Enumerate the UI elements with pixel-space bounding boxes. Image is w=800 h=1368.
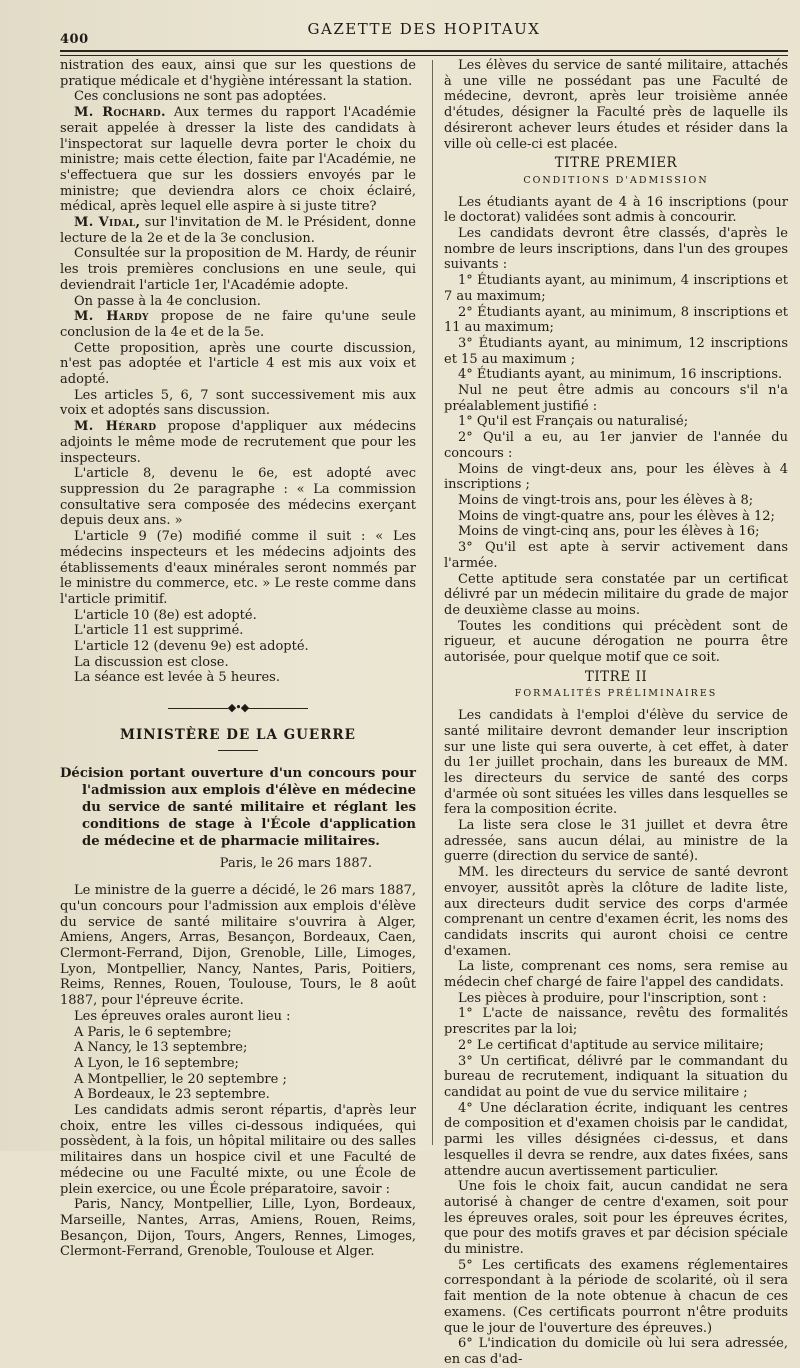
list-item: A Nancy, le 13 septembre; xyxy=(74,1040,248,1056)
list-item: 2° Qu'il a eu, au 1er janvier de l'année du concours : xyxy=(444,430,788,461)
paragraph: Les candidats admis seront répartis, d'après leur choix, entre les villes ci-dessous indiquées, qui possèdent, à la fois, un hôpital militaire ou des salles militaires dans un hospice civil et une Faculté de médecine ou une Faculté mixte, ou une École de plein exercice, ou une École préparatoire, savoir : xyxy=(60,1103,416,1197)
dateline: Paris, le 26 mars 1887. xyxy=(219,855,372,871)
paragraph: Les étudiants ayant de 4 à 16 inscriptions (pour le doctorat) validées sont admis à concourir. xyxy=(444,194,788,226)
list-item: 4° Une déclaration écrite, indiquant les centres de composition et d'examen choisis par le candidat, parmi les villes désignées ci-dessus, et dans lesquelles il devra se rendre, aux dates fixées, sans attendre aucun avertissement particulier. xyxy=(444,1100,788,1179)
header-rule-thin xyxy=(60,55,788,56)
paragraph: nistration des eaux, ainsi que sur les questions de pratique médicale et d'hygiène intéressant la station. xyxy=(60,58,416,89)
paragraph: On passe à la 4e conclusion. xyxy=(74,293,261,309)
list-item: 5° Les certificats des examens réglementaires correspondant à la période de scolarité, où il sera fait mention de la note obtenue à chacun de ces examens. (Ces certificats pourront n'être produits que le jour de l'ouverture des épreuves.) xyxy=(444,1257,788,1336)
list-item: 6° L'indication du domicile où lui sera adressée, en cas d'ad- xyxy=(444,1336,788,1367)
paragraph: Ces conclusions ne sont pas adoptées. xyxy=(74,89,327,105)
paragraph: Cette aptitude sera constatée par un certificat délivré par un médecin militaire du grade de major de deuxième classe au moins. xyxy=(444,571,788,618)
list-item: Moins de vingt-quatre ans, pour les élèves à 12; xyxy=(458,508,775,524)
paragraph: Les articles 5, 6, 7 sont successivement mis aux voix et adoptés sans discussion. xyxy=(60,387,416,419)
list-item: Moins de vingt-deux ans, pour les élèves à 4 inscriptions ; xyxy=(444,461,788,493)
list-item: 2° Étudiants ayant, au minimum, 8 inscriptions et 11 au maximum; xyxy=(444,304,788,336)
paragraph: Paris, Nancy, Montpellier, Lille, Lyon, Bordeaux, Marseille, Nantes, Arras, Amiens, Rouen, Reims, Besançon, Dijon, Tours, Angers, Rennes, Limoges, Clermont-Ferrand, Grenoble, Toulouse et Alger. xyxy=(60,1197,416,1260)
list-item: 3° Qu'il est apte à servir activement dans l'armée. xyxy=(444,540,788,571)
paragraph: Consultée sur la proposition de M. Hardy, de réunir les trois premières conclusions en une seule, qui deviendrait l'article 1er, l'Académie adopte. xyxy=(60,246,416,293)
left-column xyxy=(60,58,416,1260)
list-item: 3° Étudiants ayant, au minimum, 12 inscriptions et 15 au maximum ; xyxy=(444,335,788,367)
list-item: Moins de vingt-trois ans, pour les élèves à 8; xyxy=(458,492,754,508)
paragraph: Cette proposition, après une courte discussion, n'est pas adoptée et l'article 4 est mis aux voix et adopté. xyxy=(60,340,416,388)
list-item: A Montpellier, le 20 septembre ; xyxy=(74,1071,287,1087)
title-heading: TITRE II xyxy=(584,668,648,685)
speaker-name: M. Hardy xyxy=(74,309,149,325)
paragraph: La liste, comprenant ces noms, sera remise au médecin chef chargé de faire l'appel des candidats. xyxy=(444,959,788,991)
separator-ornament: ◆•◆ xyxy=(60,700,416,716)
paragraph: Les candidats à l'emploi d'élève du service de santé militaire devront demander leur inscription sur une liste qui sera ouverte, à cet effet, à dater du 1er juillet prochain, dans les bureaux de MM. les directeurs du service de santé des corps d'armée où sont situées les villes dans lesquelles se fera la composition écrite. xyxy=(444,708,788,818)
running-title: GAZETTE DES HOPITAUX xyxy=(307,20,541,38)
decision-title: Décision portant ouverture d'un concours pour l'admission aux emplois d'élève en médecine du service de santé militaire et réglant les conditions de stage à l'École d'application de médecine et de pharmacie militaires. xyxy=(60,765,416,849)
paragraph: La séance est levée à 5 heures. xyxy=(74,670,280,686)
paragraph: Une fois le choix fait, aucun candidat ne sera autorisé à changer de centre d'examen, soit pour les épreuves orales, soit pour les épreuves écrites, que pour des motifs graves et par décision spéciale du ministre. xyxy=(444,1179,788,1258)
header-rule-thick xyxy=(60,50,788,52)
paragraph: La discussion est close. xyxy=(74,654,229,670)
paragraph: Les candidats devront être classés, d'après le nombre de leurs inscriptions, dans l'un des groupes suivants : xyxy=(444,226,788,273)
paragraph: Les élèves du service de santé militaire, attachés à une ville ne possédant pas une Faculté de médecine, devront, après leur troisième année d'études, désigner la Faculté près de laquelle ils désireront achever leurs études et résider dans la ville où celle-ci est placée. xyxy=(444,58,788,152)
subtitle-heading: FORMALITÉS PRÉLIMINAIRES xyxy=(514,688,718,700)
list-item: 1° L'acte de naissance, revêtu des formalités prescrites par la loi; xyxy=(444,1006,788,1038)
section-heading: MINISTÈRE DE LA GUERRE xyxy=(120,726,356,743)
paragraph: Toutes les conditions qui précèdent sont de rigueur, et aucune dérogation ne pourra être autorisée, pour quelque motif que ce soit. xyxy=(444,618,788,666)
paragraph: L'article 12 (devenu 9e) est adopté. xyxy=(74,639,309,655)
list-item: 3° Un certificat, délivré par le commandant du bureau de recrutement, indiquant la situation du candidat au point de vue du service militaire ; xyxy=(444,1053,788,1100)
list-item: A Paris, le 6 septembre; xyxy=(74,1024,232,1040)
column-divider xyxy=(432,60,433,1145)
right-column xyxy=(444,58,788,1368)
paragraph: L'article 10 (8e) est adopté. xyxy=(74,607,257,623)
page-number: 400 xyxy=(60,32,89,47)
paragraph: L'article 11 est supprimé. xyxy=(74,623,244,639)
paragraph: MM. les directeurs du service de santé devront envoyer, aussitôt après la clôture de ladite liste, aux directeurs dudit service des corps d'armée comprenant un centre d'examen écrit, les noms des candidats inscrits qui auront choisi ce centre d'examen. xyxy=(444,865,788,959)
list-item: 4° Étudiants ayant, au minimum, 16 inscriptions. xyxy=(458,367,783,383)
paragraph: La liste sera close le 31 juillet et devra être adressée, sans aucun délai, au ministre de la guerre (direction du service de santé). xyxy=(444,818,788,865)
speech-text: Aux termes du rapport l'Académie serait appelée à dresser la liste des candidats à l'inspectorat sur laquelle devra porter le choix du ministre; mais cette élection, faite par l'Académie, ne s'effectuera que sur les dossiers envoyés par le ministre; que deviendra alors ce choix éclairé, médical, après lequel elle aspire à si juste titre? xyxy=(60,105,416,215)
paragraph-rochard xyxy=(60,105,416,215)
paragraph: Les pièces à produire, pour l'inscription, sont : xyxy=(458,990,767,1006)
speaker-name: M. Vidal, xyxy=(74,215,141,231)
list-item: 1° Qu'il est Français ou naturalisé; xyxy=(458,414,689,430)
subtitle-heading: CONDITIONS D'ADMISSION xyxy=(523,174,709,186)
paragraph: L'article 8, devenu le 6e, est adopté avec suppression du 2e paragraphe : « La commission consultative sera composée des médecins exerçant depuis deux ans. » xyxy=(60,466,416,529)
paragraph: L'article 9 (7e) modifié comme il suit : « Les médecins inspecteurs et les médecins adjoints des établissements d'eaux minérales seront nommés par le ministre du commerce, etc. » Le reste comme dans l'article primitif. xyxy=(60,529,416,607)
speaker-name: M. Rochard. xyxy=(74,105,166,121)
speech-text: propose d'appliquer aux médecins adjoints le même mode de recrutement que pour les inspecteurs. xyxy=(60,419,416,466)
paragraph: Nul ne peut être admis au concours s'il n'a préalablement justifié : xyxy=(444,383,788,414)
section-rule xyxy=(218,750,258,751)
speaker-name: M. Hérard xyxy=(74,419,157,435)
paragraph: Les épreuves orales auront lieu : xyxy=(74,1008,291,1024)
page-header xyxy=(60,14,788,54)
paragraph: Le ministre de la guerre a décidé, le 26 mars 1887, qu'un concours pour l'admission aux emplois d'élève du service de santé militaire s'ouvrira à Alger, Amiens, Angers, Arras, Besançon, Bordeaux, Caen, Clermont-Ferrand, Dijon, Grenoble, Lille, Limoges, Lyon, Montpellier, Nancy, Nantes, Paris, Poitiers, Reims, Rennes, Rouen, Toulouse, Tours, le 8 août 1887, pour l'épreuve écrite. xyxy=(60,883,416,1009)
paragraph-vidal xyxy=(60,215,416,246)
speech-text: propose de ne faire qu'une seule conclusion de la 4e et de la 5e. xyxy=(60,309,416,340)
list-item: A Lyon, le 16 septembre; xyxy=(74,1055,239,1071)
list-item: Moins de vingt-cinq ans, pour les élèves à 16; xyxy=(458,524,760,540)
list-item: 2° Le certificat d'aptitude au service militaire; xyxy=(458,1037,764,1053)
title-heading: TITRE PREMIER xyxy=(554,155,678,172)
list-item: A Bordeaux, le 23 septembre. xyxy=(74,1087,270,1103)
paragraph-herard xyxy=(60,419,416,466)
list-item: 1° Étudiants ayant, au minimum, 4 inscriptions et 7 au maximum; xyxy=(444,273,788,304)
speech-text: sur l'invitation de M. le Président, donne lecture de la 2e et de la 3e conclusion. xyxy=(60,215,416,246)
paragraph-hardy xyxy=(60,309,416,340)
